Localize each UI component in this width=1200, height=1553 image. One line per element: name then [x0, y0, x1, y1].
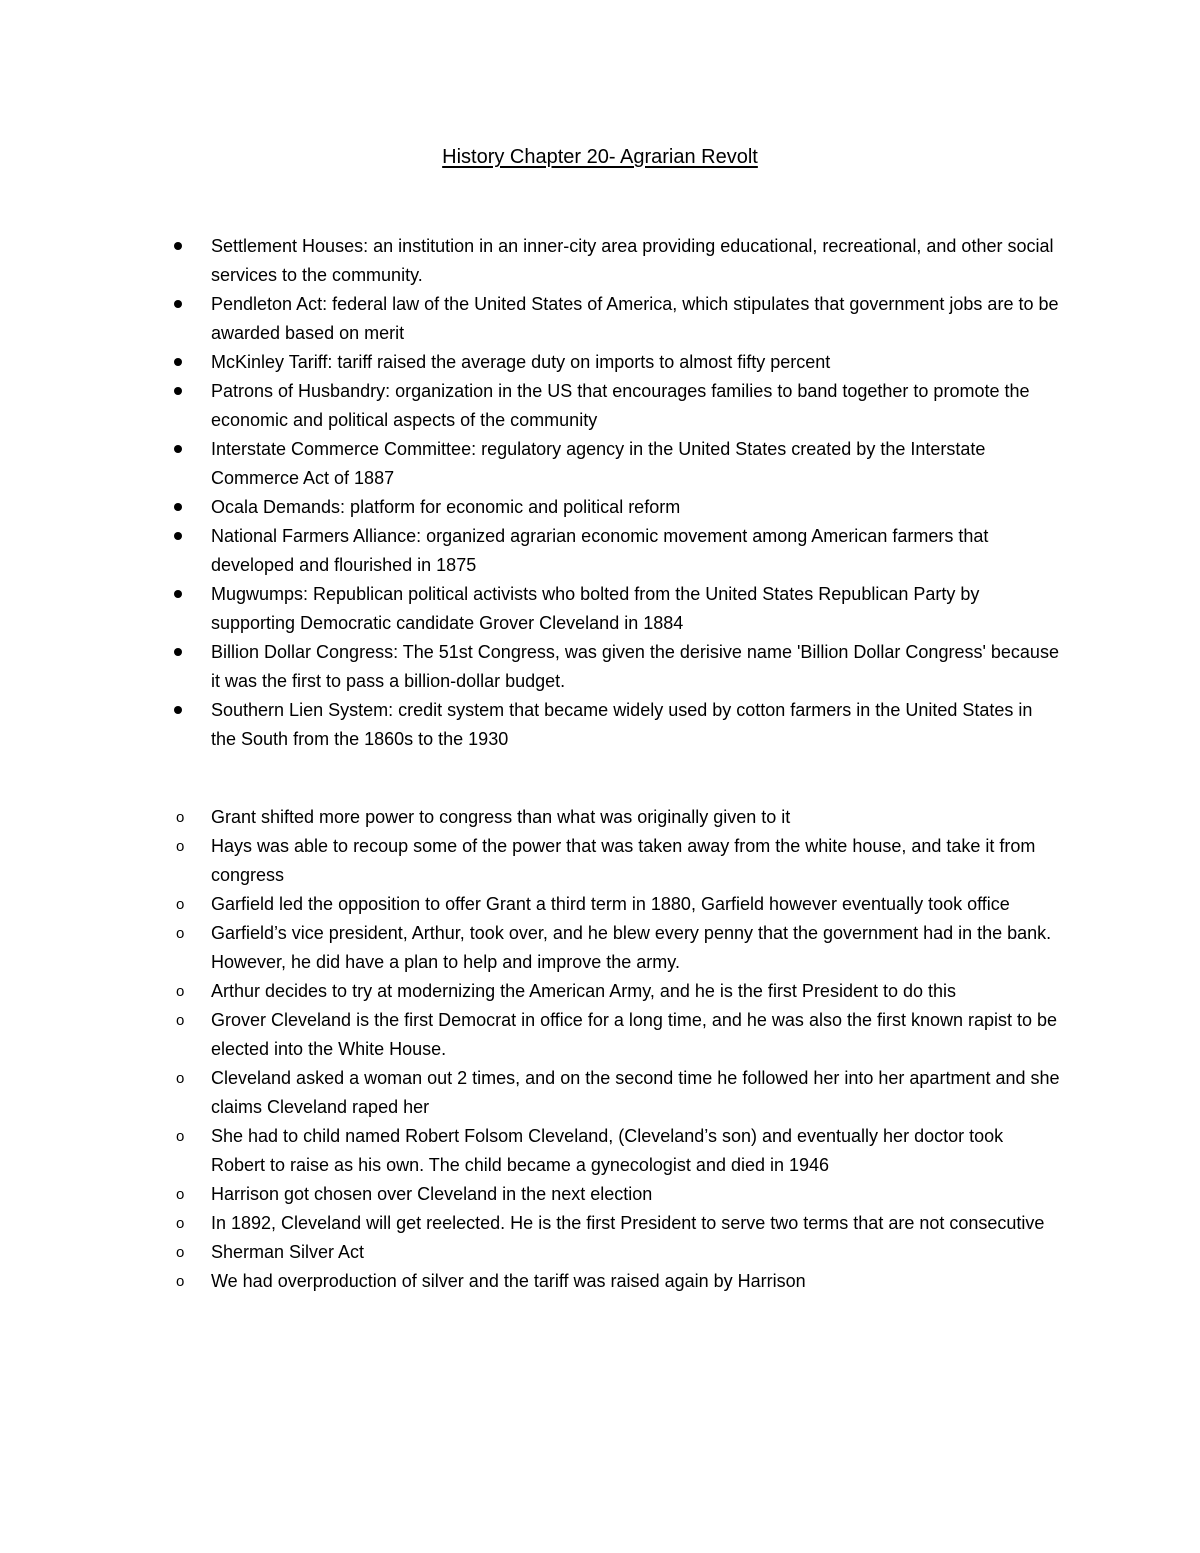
note-item [0, 1122, 1061, 1180]
definition-item [0, 377, 1061, 435]
bullet-icon [174, 648, 182, 656]
definition-text: National Farmers Alliance: organized agrarian economic movement among American farmers that developed and flourished in 1875 [211, 526, 989, 575]
definition-item [0, 493, 1061, 522]
note-text: Grover Cleveland is the first Democrat in office for a long time, and he was also the first known rapist to be elected into the White House. [211, 1010, 1058, 1059]
definition-text: Interstate Commerce Committee: regulatory agency in the United States created by the Interstate Commerce Act of 1887 [211, 439, 986, 488]
bullet-icon [174, 532, 182, 540]
bullet-icon [174, 242, 182, 250]
bullet-icon [174, 706, 182, 714]
bullet-icon [174, 503, 182, 511]
definition-text: Settlement Houses: an institution in an inner-city area providing educational, recreational, and other social services to the community. [211, 236, 1054, 285]
note-item [0, 803, 1061, 832]
bullet-icon [174, 445, 182, 453]
definition-item [0, 696, 1061, 754]
note-item [0, 1238, 1061, 1267]
note-item [0, 832, 1061, 890]
bullet-icon [174, 358, 182, 366]
note-item [0, 890, 1061, 919]
circle-bullet-icon: o [176, 1244, 185, 1261]
note-text: We had overproduction of silver and the tariff was raised again by Harrison [211, 1271, 806, 1291]
definition-text: Ocala Demands: platform for economic and political reform [211, 497, 681, 517]
bullet-icon [174, 590, 182, 598]
circle-bullet-icon: o [176, 1012, 185, 1029]
circle-bullet-icon: o [176, 983, 185, 1000]
definition-item [0, 290, 1061, 348]
document-title: History Chapter 20- Agrarian Revolt [442, 146, 758, 168]
notes-list [0, 803, 1200, 1296]
definition-text: Billion Dollar Congress: The 51st Congress, was given the derisive name 'Billion Dollar Congress' because it was the first to pass a billion-dollar budget. [211, 642, 1059, 691]
note-item [0, 1064, 1061, 1122]
definition-item [0, 580, 1061, 638]
definition-item [0, 522, 1061, 580]
definition-item [0, 638, 1061, 696]
note-item [0, 1006, 1061, 1064]
definitions-list [0, 232, 1200, 754]
definition-text: Patrons of Husbandry: organization in the US that encourages families to band together to promote the economic and political aspects of the community [211, 381, 1030, 430]
note-item [0, 1180, 1061, 1209]
note-text: Arthur decides to try at modernizing the American Army, and he is the first President to do this [211, 981, 957, 1001]
note-text: Garfield’s vice president, Arthur, took over, and he blew every penny that the government had in the bank. However, he did have a plan to help and improve the army. [211, 923, 1052, 972]
definition-text: Southern Lien System: credit system that became widely used by cotton farmers in the United States in the South from the 1860s to the 1930 [211, 700, 1033, 749]
circle-bullet-icon: o [176, 838, 185, 855]
note-item [0, 1209, 1061, 1238]
note-text: Harrison got chosen over Cleveland in the next election [211, 1184, 653, 1204]
circle-bullet-icon: o [176, 925, 185, 942]
note-item [0, 977, 1061, 1006]
definition-text: Pendleton Act: federal law of the United States of America, which stipulates that government jobs are to be awarded based on merit [211, 294, 1059, 343]
circle-bullet-icon: o [176, 1128, 185, 1145]
circle-bullet-icon: o [176, 896, 185, 913]
note-item [0, 1267, 1061, 1296]
definition-item [0, 232, 1061, 290]
note-text: Garfield led the opposition to offer Grant a third term in 1880, Garfield however eventually took office [211, 894, 1010, 914]
circle-bullet-icon: o [176, 1070, 185, 1087]
circle-bullet-icon: o [176, 809, 185, 826]
definition-text: Mugwumps: Republican political activists who bolted from the United States Republican Party by supporting Democratic candidate Grover Cleveland in 1884 [211, 584, 980, 633]
circle-bullet-icon: o [176, 1273, 185, 1290]
note-text: She had to child named Robert Folsom Cleveland, (Cleveland’s son) and eventually her doctor took Robert to raise as his own. The child became a gynecologist and died in 1946 [211, 1126, 1004, 1175]
circle-bullet-icon: o [176, 1186, 185, 1203]
circle-bullet-icon: o [176, 1215, 185, 1232]
note-text: Cleveland asked a woman out 2 times, and on the second time he followed her into her apartment and she claims Cleveland raped her [211, 1068, 1060, 1117]
note-item [0, 919, 1061, 977]
bullet-icon [174, 300, 182, 308]
note-text: Hays was able to recoup some of the power that was taken away from the white house, and take it from congress [211, 836, 1036, 885]
definition-item [0, 348, 1061, 377]
definition-text: McKinley Tariff: tariff raised the average duty on imports to almost fifty percent [211, 352, 831, 372]
bullet-icon [174, 387, 182, 395]
note-text: Sherman Silver Act [211, 1242, 365, 1262]
note-text: Grant shifted more power to congress than what was originally given to it [211, 807, 791, 827]
note-text: In 1892, Cleveland will get reelected. He is the first President to serve two terms that are not consecutive [211, 1213, 1045, 1233]
definition-item [0, 435, 1061, 493]
